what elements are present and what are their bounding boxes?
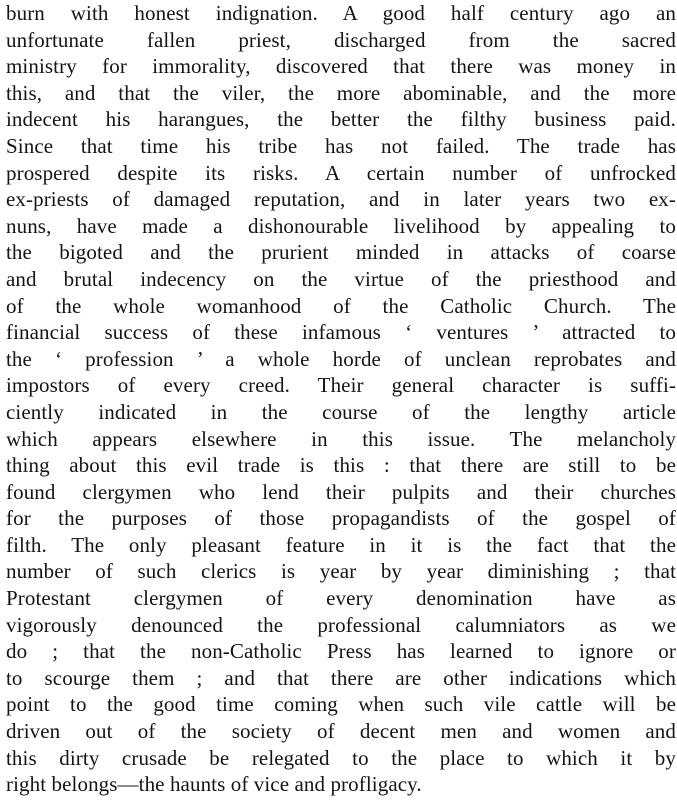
text-line: prospered despite its risks. A certain number of unfrocked: [6, 160, 676, 185]
text-line: number of such clerics is year by year diminishing ; that: [6, 559, 676, 584]
text-line: this dirty crusade be relegated to the place to which it by: [6, 745, 676, 770]
text-line: financial success of these infamous ‘ ventures ’ attracted to: [6, 320, 676, 345]
text-line: ciently indicated in the course of the lengthy article: [6, 399, 676, 424]
text-line: point to the good time coming when such vile cattle will be: [6, 692, 676, 717]
article-column: [6, 0, 676, 798]
text-line: driven out of the society of decent men and women and: [6, 719, 676, 744]
text-line: to scourge them ; and that there are other indications which: [6, 665, 676, 690]
text-line: the ‘ profession ’ a whole horde of unclean reprobates and: [6, 346, 676, 371]
text-line: ex-priests of damaged reputation, and in later years two ex-: [6, 187, 676, 212]
text-line: nuns, have made a dishonourable livelihood by appealing to: [6, 213, 676, 238]
text-line: ministry for immorality, discovered that there was money in: [6, 54, 676, 79]
text-line: filth. The only pleasant feature in it is the fact that the: [6, 532, 676, 557]
text-line-last: right belongs—the haunts of vice and profligacy.: [6, 772, 422, 797]
text-line: unfortunate fallen priest, discharged from the sacred: [6, 27, 676, 52]
text-line: found clergymen who lend their pulpits and their churches: [6, 479, 676, 504]
text-line: vigorously denounced the professional calumniators as we: [6, 612, 676, 637]
text-line: Protestant clergymen of every denomination have as: [6, 586, 676, 611]
text-line: indecent his harangues, the better the filthy business paid.: [6, 107, 676, 132]
text-line: this, and that the viler, the more abominable, and the more: [6, 80, 676, 105]
text-line: thing about this evil trade is this : that there are still to be: [6, 453, 676, 478]
text-line: do ; that the non-Catholic Press has learned to ignore or: [6, 639, 676, 664]
text-line: and brutal indecency on the virtue of the priesthood and: [6, 266, 676, 291]
text-line: impostors of every creed. Their general character is suffi-: [6, 373, 676, 398]
text-line: the bigoted and the prurient minded in attacks of coarse: [6, 240, 676, 265]
text-line: of the whole womanhood of the Catholic Church. The: [6, 293, 676, 318]
text-line: Since that time his tribe has not failed. The trade has: [6, 133, 676, 158]
text-line: burn with honest indignation. A good half century ago an: [6, 1, 676, 25]
text-line: for the purposes of those propagandists of the gospel of: [6, 506, 676, 531]
text-line: which appears elsewhere in this issue. The melancholy: [6, 426, 676, 451]
